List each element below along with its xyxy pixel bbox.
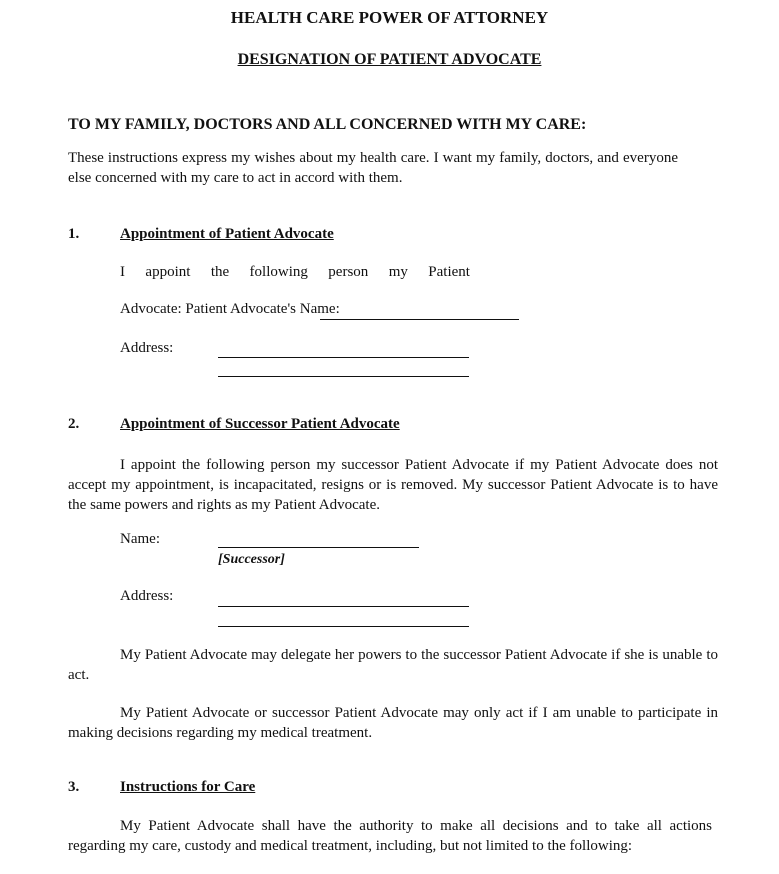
word: the: [210, 264, 230, 280]
successor-name-field-line[interactable]: [218, 547, 419, 548]
word: following: [249, 264, 308, 280]
section-2-paragraph: I appoint the following person my successor Patient Advocate if my Patient Advocate does not accept my appointment, is incapacitated, resigns or is removed. My successor Patient Advocate is to have the same powers and rights as my Patient Advocate.: [68, 457, 718, 513]
section-3-number: 3.: [68, 779, 80, 795]
advocate-address-label: Address:: [120, 340, 174, 356]
intro-paragraph: These instructions express my wishes about my health care. I want my family, doctors, and everyone else concerned with my care to act in accord with them.: [68, 150, 678, 186]
successor-name-label: Name:: [120, 531, 160, 547]
successor-address-label: Address:: [120, 588, 174, 604]
successor-address-line-2[interactable]: [218, 626, 469, 627]
advocate-name-field-line[interactable]: [320, 319, 519, 320]
act-condition-paragraph: My Patient Advocate or successor Patient Advocate may only act if I am unable to participate in making decisions regarding my medical treatment.: [68, 705, 718, 741]
section-3-heading: Instructions for Care: [120, 779, 256, 795]
section-1-number: 1.: [68, 226, 80, 242]
section-3-paragraph: My Patient Advocate shall have the authority to make all decisions and to take all actions regarding my care, custody and medical treatment, including, but not limited to the following:: [68, 818, 712, 854]
successor-address-line-1[interactable]: [218, 606, 469, 607]
advocate-name-label: Name:: [299, 301, 340, 317]
section-1-appoint-line: [120, 264, 470, 281]
section-2-heading: Appointment of Successor Patient Advocate: [120, 416, 400, 432]
advocate-address-line-1[interactable]: [218, 357, 469, 358]
document-subtitle: DESIGNATION OF PATIENT ADVOCATE: [237, 51, 542, 68]
delegate-paragraph: My Patient Advocate may delegate her powers to the successor Patient Advocate if she is unable to act.: [68, 647, 718, 683]
word: person: [328, 264, 369, 280]
word: Patient: [428, 264, 470, 280]
salutation: TO MY FAMILY, DOCTORS AND ALL CONCERNED WITH MY CARE:: [68, 116, 587, 133]
advocate-address-line-2[interactable]: [218, 376, 469, 377]
word: I: [120, 264, 125, 280]
word: my: [388, 264, 408, 280]
section-1-heading: Appointment of Patient Advocate: [120, 226, 334, 242]
section-2-number: 2.: [68, 416, 80, 432]
successor-caption: [Successor]: [218, 552, 285, 567]
advocate-label: [120, 301, 340, 318]
document-title: HEALTH CARE POWER OF ATTORNEY: [230, 8, 549, 27]
word: appoint: [145, 264, 191, 280]
advocate-prefix: Advocate: Patient Advocate's: [120, 301, 300, 317]
